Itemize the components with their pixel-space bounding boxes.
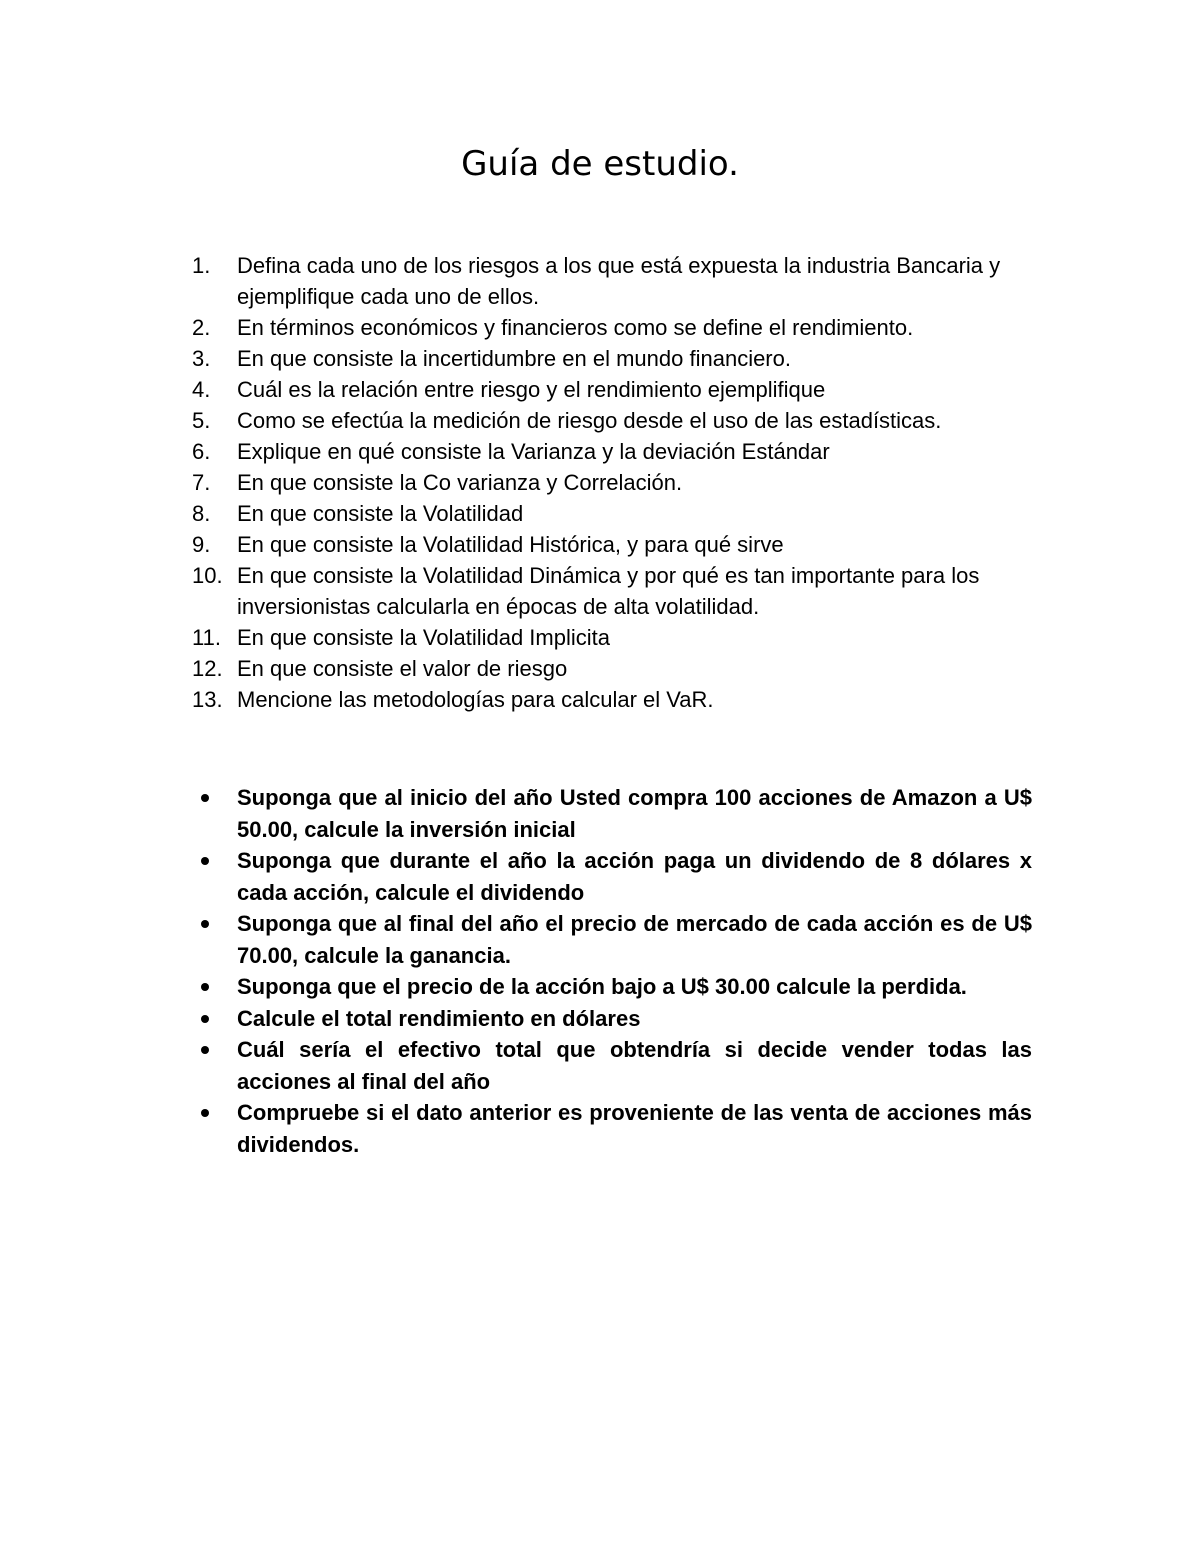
list-item <box>0 971 1032 1003</box>
item-number: 8. <box>192 501 211 526</box>
bullet-icon <box>201 920 209 928</box>
item-text: Como se efectúa la medición de riesgo desde el uso de las estadísticas. <box>237 408 942 433</box>
list-item <box>0 782 1032 845</box>
exercise-list <box>0 782 1200 1160</box>
item-number: 9. <box>192 532 211 557</box>
item-number: 10. <box>192 563 223 588</box>
list-item <box>0 1097 1032 1160</box>
list-item <box>0 467 1037 498</box>
item-number: 13. <box>192 687 223 712</box>
item-text: Suponga que al inicio del año Usted compra 100 acciones de Amazon a U$ 50.00, calcule la inversión inicial <box>237 785 1032 842</box>
item-text: Suponga que el precio de la acción bajo a U$ 30.00 calcule la perdida. <box>237 974 967 999</box>
item-number: 1. <box>192 253 211 278</box>
item-number: 3. <box>192 346 211 371</box>
item-text: Compruebe si el dato anterior es proveniente de las venta de acciones más dividendos. <box>237 1100 1032 1157</box>
item-number: 5. <box>192 408 211 433</box>
item-text: En que consiste la Volatilidad Implicita <box>237 625 610 650</box>
list-item <box>0 498 1037 529</box>
item-number: 12. <box>192 656 223 681</box>
item-text: Cuál sería el efectivo total que obtendría si decide vender todas las acciones al final del año <box>237 1037 1032 1094</box>
list-item <box>0 312 1037 343</box>
item-number: 2. <box>192 315 211 340</box>
list-item <box>0 1003 1032 1035</box>
bullet-icon <box>201 857 209 865</box>
item-text: Suponga que al final del año el precio de mercado de cada acción es de U$ 70.00, calcule la ganancia. <box>237 911 1032 968</box>
item-number: 7. <box>192 470 211 495</box>
list-item <box>0 405 1037 436</box>
item-text: Suponga que durante el año la acción paga un dividendo de 8 dólares x cada acción, calcule el dividendo <box>237 848 1032 905</box>
list-item <box>0 250 1037 312</box>
list-item <box>0 374 1037 405</box>
list-item <box>0 845 1032 908</box>
list-item <box>0 622 1037 653</box>
item-text: Explique en qué consiste la Varianza y la deviación Estándar <box>237 439 830 464</box>
item-number: 6. <box>192 439 211 464</box>
list-item <box>0 908 1032 971</box>
list-item <box>0 343 1037 374</box>
item-text: En que consiste la incertidumbre en el mundo financiero. <box>237 346 791 371</box>
item-text: Mencione las metodologías para calcular el VaR. <box>237 687 714 712</box>
item-number: 11. <box>192 625 221 650</box>
item-text: Defina cada uno de los riesgos a los que está expuesta la industria Bancaria y ejemplifique cada uno de ellos. <box>237 253 1001 309</box>
list-item <box>0 529 1037 560</box>
list-item <box>0 1034 1032 1097</box>
bullet-icon <box>201 1015 209 1023</box>
list-item <box>0 436 1037 467</box>
list-item <box>0 684 1037 715</box>
bullet-icon <box>201 983 209 991</box>
item-text: En términos económicos y financieros como se define el rendimiento. <box>237 315 914 340</box>
item-number: 4. <box>192 377 211 402</box>
item-text: Calcule el total rendimiento en dólares <box>237 1005 641 1031</box>
item-text: Cuál es la relación entre riesgo y el rendimiento ejemplifique <box>237 377 826 402</box>
question-list <box>0 250 1200 715</box>
bullet-icon <box>201 1046 209 1054</box>
item-text: En que consiste el valor de riesgo <box>237 656 568 681</box>
item-text: En que consiste la Volatilidad <box>237 501 524 526</box>
item-text: En que consiste la Volatilidad Dinámica y por qué es tan importante para los inversionistas calcularla en épocas de alta volatilidad. <box>237 563 980 619</box>
bullet-icon <box>201 1109 209 1117</box>
item-text: En que consiste la Co varianza y Correlación. <box>237 470 683 495</box>
item-text: En que consiste la Volatilidad Histórica, y para qué sirve <box>237 532 784 557</box>
bullet-icon <box>201 794 209 802</box>
list-item <box>0 653 1037 684</box>
page-title: Guía de estudio. <box>461 144 739 184</box>
list-item <box>0 560 1037 622</box>
